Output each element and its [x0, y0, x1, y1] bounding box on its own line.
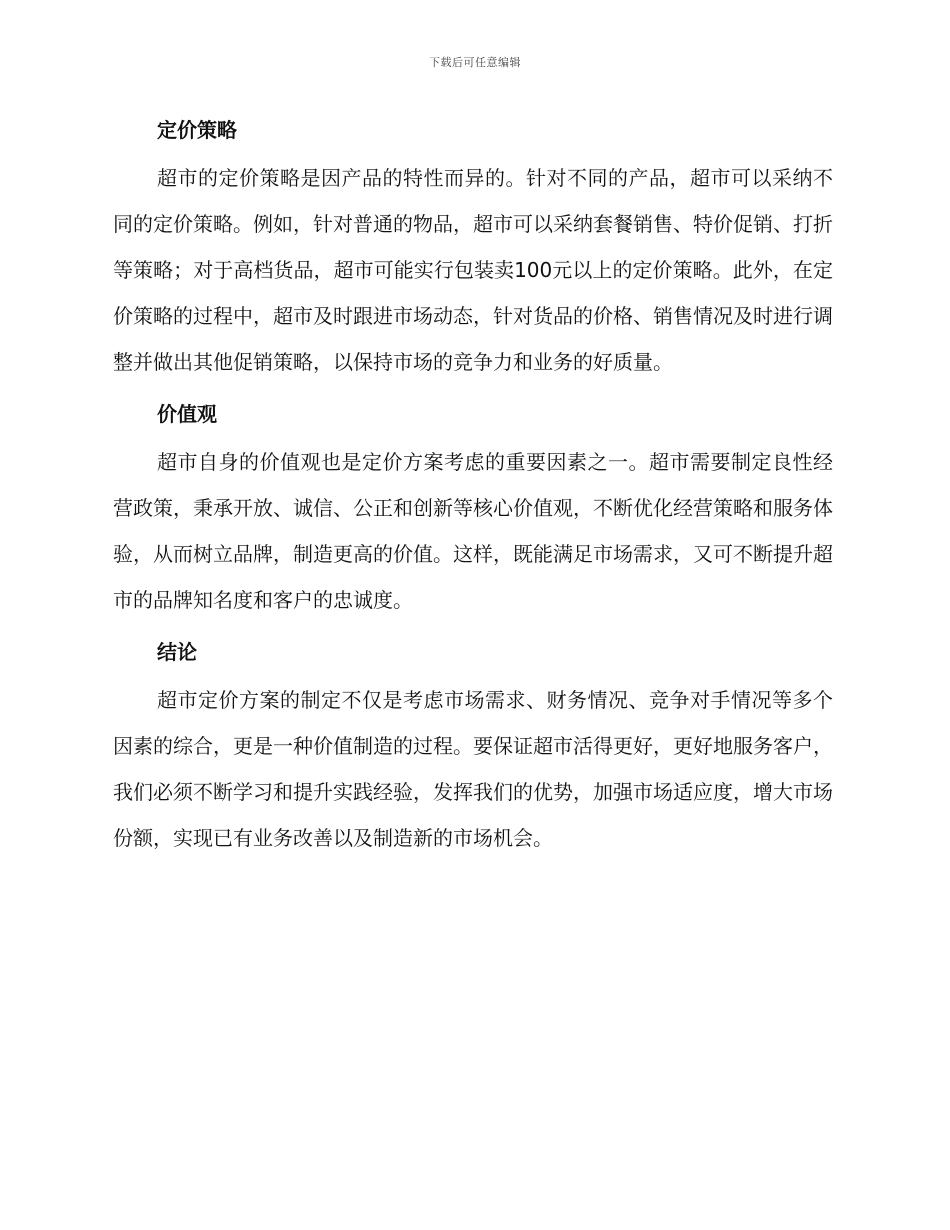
section-title: 定价策略	[157, 118, 237, 142]
document-body	[113, 110, 833, 870]
page-header-note: 下载后可任意编辑	[429, 56, 521, 69]
section-paragraph: 超市定价方案的制定不仅是考虑市场需求、财务情况、竞争对手情况等多个因素的综合，更是一种价值制造的过程。要保证超市活得更好，更好地服务客户，我们必须不断学习和提升实践经验，发挥我们的优势，加强市场适应度，增大市场份额，实现已有业务改善以及制造新的市场机会。	[113, 688, 833, 850]
section-paragraph: 超市自身的价值观也是定价方案考虑的重要因素之一。超市需要制定良性经营政策，秉承开放、诚信、公正和创新等核心价值观，不断优化经营策略和服务体验，从而树立品牌，制造更高的价值。这样，既能满足市场需求，又可不断提升超市的品牌知名度和客户的忠诚度。	[113, 450, 833, 612]
section-values	[113, 394, 833, 623]
section-conclusion	[113, 632, 833, 861]
section-paragraph: 超市的定价策略是因产品的特性而异的。针对不同的产品，超市可以采纳不同的定价策略。例如，针对普通的物品，超市可以采纳套餐销售、特价促销、打折等策略；对于高档货品，超市可能实行包装卖100元以上的定价策略。此外，在定价策略的过程中，超市及时跟进市场动态，针对货品的价格、销售情况及时进行调整并做出其他促销策略，以保持市场的竞争力和业务的好质量。	[113, 166, 833, 374]
section-pricing-strategy	[113, 110, 833, 385]
section-title: 结论	[157, 640, 197, 664]
section-title: 价值观	[157, 402, 217, 426]
